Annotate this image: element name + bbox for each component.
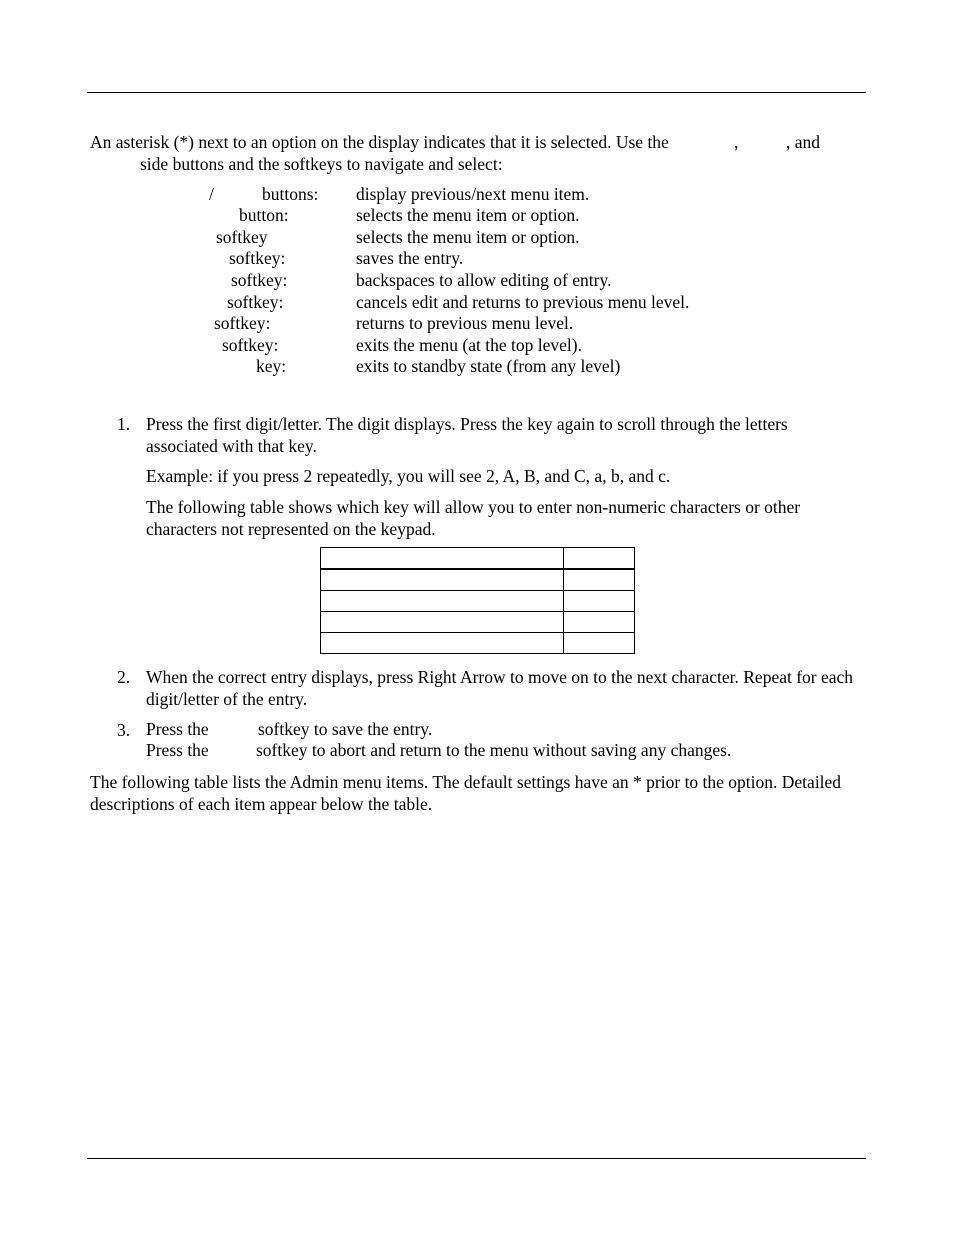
table-cell — [321, 548, 564, 570]
nav-label: key: — [256, 356, 287, 376]
closing-paragraph: The following table lists the Admin menu items. The default settings have an * prior to the option. Detailed descriptions of each item appear below the table. — [90, 772, 842, 814]
nav-description: cancels edit and returns to previous menu level. — [356, 292, 690, 312]
step-1-note: The following table shows which key will allow you to enter non-numeric characters or other characters not represented on the keypad. — [146, 497, 801, 539]
header-rule — [87, 92, 866, 93]
step-3-prefix: Press the — [146, 719, 209, 739]
nav-description: exits the menu (at the top level). — [356, 335, 582, 355]
table-cell — [321, 569, 564, 591]
nav-label: softkey: — [227, 292, 284, 312]
nav-label: softkey: — [231, 270, 288, 290]
nav-description: exits to standby state (from any level) — [356, 356, 621, 376]
nav-label: softkey: — [222, 335, 279, 355]
character-key-table — [320, 547, 635, 654]
step-1-example: Example: if you press 2 repeatedly, you will see 2, A, B, and C, a, b, and c. — [146, 466, 671, 486]
intro-line-2: side buttons and the softkeys to navigate and select: — [140, 154, 503, 174]
nav-description: saves the entry. — [356, 248, 464, 268]
table-cell — [564, 548, 635, 570]
table-row — [321, 633, 635, 654]
nav-label: button: — [239, 205, 289, 225]
table-cell — [564, 633, 635, 654]
table-cell — [321, 633, 564, 654]
step-3-suffix: softkey to save the entry. — [258, 719, 433, 739]
footer-rule — [87, 1158, 866, 1159]
step-3b-suffix: softkey to abort and return to the menu without saving any changes. — [256, 740, 732, 760]
nav-description: selects the menu item or option. — [356, 227, 580, 247]
table-header-row — [321, 548, 635, 570]
nav-label: softkey — [216, 227, 268, 247]
intro-line-1 — [90, 132, 669, 153]
nav-description: selects the menu item or option. — [356, 205, 580, 225]
table-cell — [564, 591, 635, 612]
nav-label: softkey: — [229, 248, 286, 268]
intro-text-a: An asterisk (*) next to an option on the display indicates that it is selected. Use the — [90, 132, 669, 152]
table-row — [321, 591, 635, 612]
table-row — [321, 612, 635, 633]
step-1-text: Press the first digit/letter. The digit displays. Press the key again to scroll through the letters associated with that key. — [146, 414, 788, 456]
nav-description: returns to previous menu level. — [356, 313, 574, 333]
intro-comma: , — [734, 132, 739, 152]
step-number: 3. — [117, 720, 131, 740]
step-2-text: When the correct entry displays, press Right Arrow to move on to the next character. Repeat for each digit/letter of the entry. — [146, 667, 854, 709]
nav-label: softkey: — [214, 313, 271, 333]
nav-prefix-slash: / — [209, 184, 214, 204]
table-cell — [564, 612, 635, 633]
nav-label: buttons: — [262, 184, 319, 204]
intro-and: , and — [786, 132, 821, 152]
table-cell — [321, 612, 564, 633]
nav-description: backspaces to allow editing of entry. — [356, 270, 612, 290]
table-cell — [564, 569, 635, 591]
table-cell — [321, 591, 564, 612]
step-number: 1. — [117, 414, 131, 434]
step-number: 2. — [117, 667, 131, 687]
step-3b-prefix: Press the — [146, 740, 209, 760]
table-row — [321, 569, 635, 591]
nav-description: display previous/next menu item. — [356, 184, 590, 204]
